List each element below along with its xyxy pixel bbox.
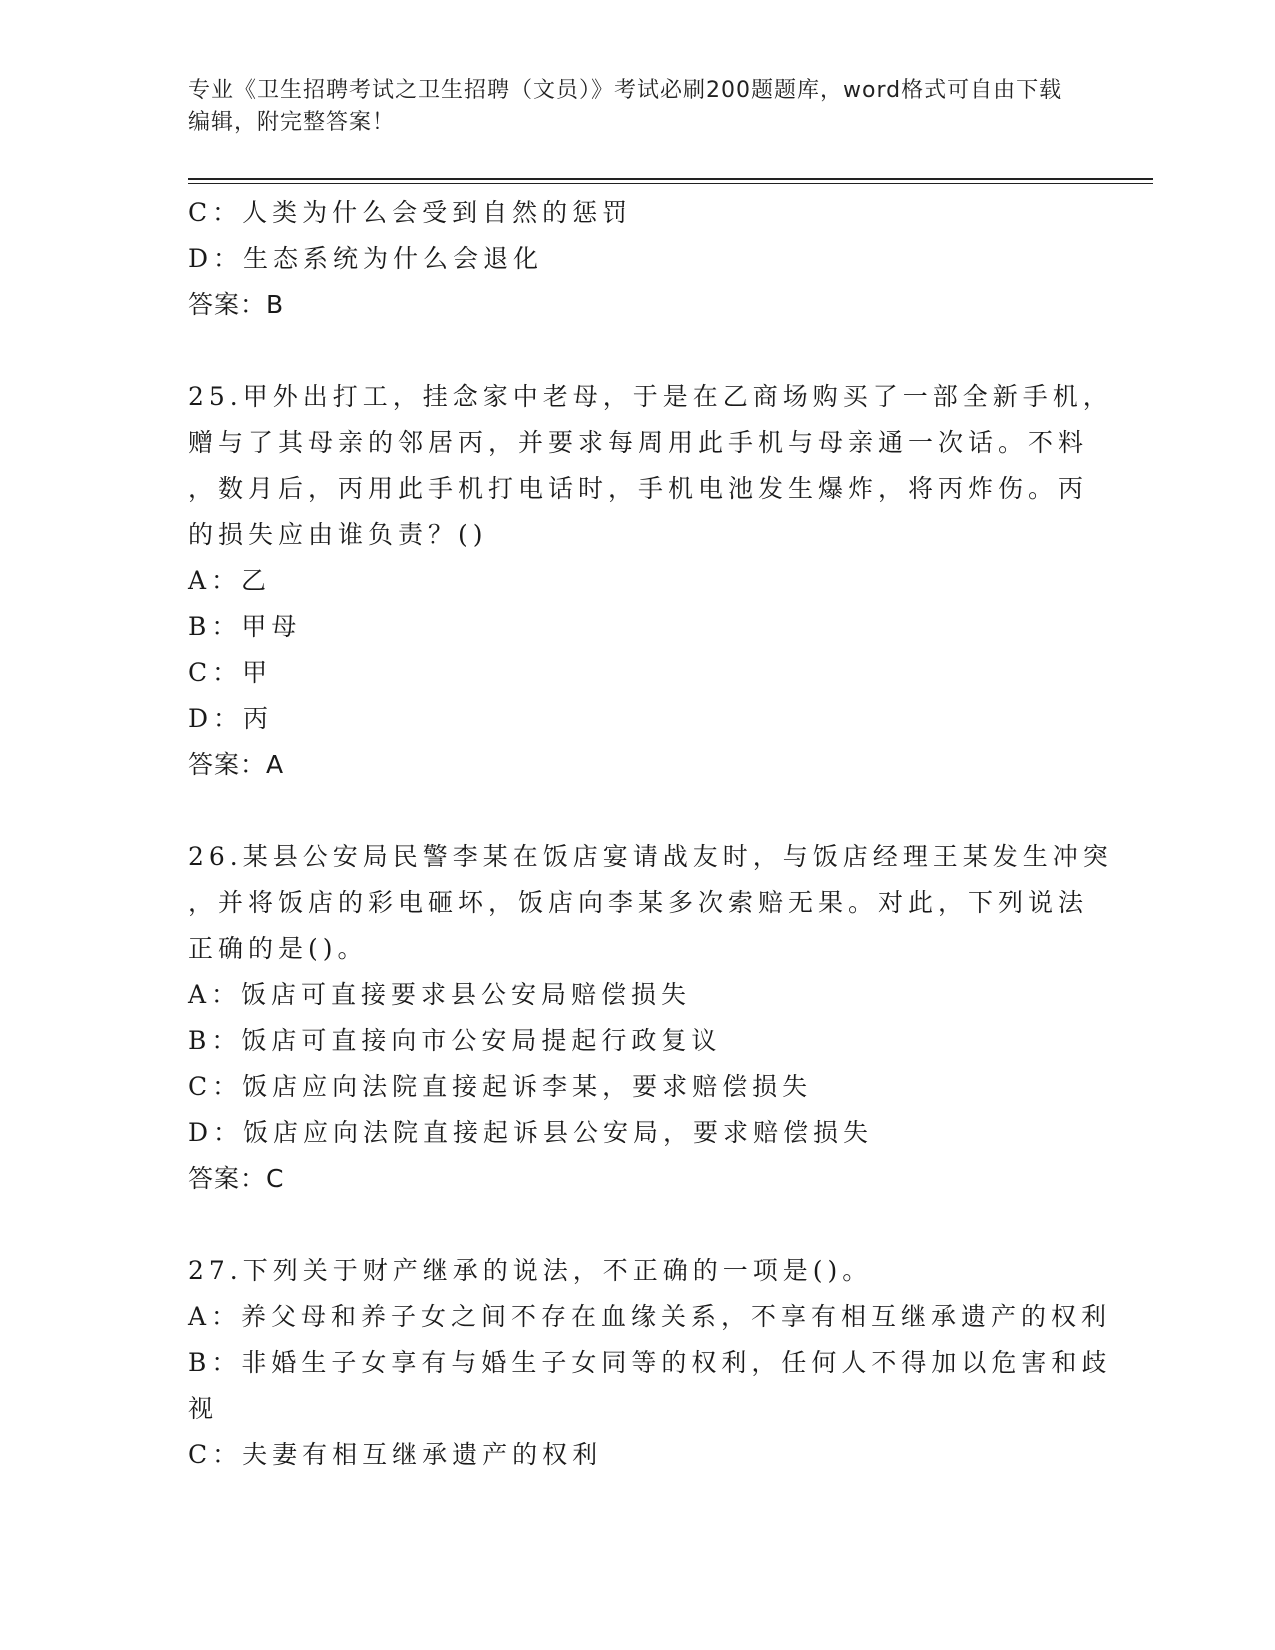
question-stem-line: 正确的是()。 bbox=[188, 934, 368, 963]
option-c: C：甲 bbox=[188, 658, 273, 687]
header-rule-thin bbox=[188, 183, 1153, 184]
question-stem-line: ，数月后，丙用此手机打电话时，手机电池发生爆炸，将丙炸伤。丙 bbox=[188, 474, 1089, 503]
question-stem-line: 赠与了其母亲的邻居丙，并要求每周用此手机与母亲通一次话。不料 bbox=[188, 428, 1089, 457]
option-b: B：非婚生子女享有与婚生子女同等的权利，任何人不得加以危害和歧 bbox=[188, 1348, 1112, 1377]
option-d: D：丙 bbox=[188, 704, 274, 733]
header-rule-thick bbox=[188, 178, 1153, 180]
question-stem-line: 26.某县公安局民警李某在饭店宴请战友时，与饭店经理王某发生冲突 bbox=[188, 842, 1113, 871]
question-25 bbox=[188, 374, 1113, 788]
option-c: C：夫妻有相互继承遗产的权利 bbox=[188, 1440, 603, 1469]
question-27 bbox=[188, 1248, 1112, 1478]
answer-line: 答案：C bbox=[188, 1164, 285, 1193]
option-c: C：人类为什么会受到自然的惩罚 bbox=[188, 198, 633, 227]
previous-question-tail bbox=[188, 190, 1088, 328]
option-a: A：饭店可直接要求县公安局赔偿损失 bbox=[188, 980, 692, 1009]
answer-line: 答案：A bbox=[188, 750, 285, 779]
option-a: A：养父母和养子女之间不存在血缘关系，不享有相互继承遗产的权利 bbox=[188, 1302, 1112, 1331]
document-header: 专业《卫生招聘考试之卫生招聘（文员）》考试必刷200题题库，word格式可自由下载编辑，附完整答案！ bbox=[188, 78, 1063, 135]
option-d: D：生态系统为什么会退化 bbox=[188, 244, 544, 273]
option-b: B：饭店可直接向市公安局提起行政复议 bbox=[188, 1026, 722, 1055]
question-26 bbox=[188, 834, 1113, 1202]
question-stem-line: 27.下列关于财产继承的说法，不正确的一项是()。 bbox=[188, 1256, 873, 1285]
option-c: C：饭店应向法院直接起诉李某，要求赔偿损失 bbox=[188, 1072, 813, 1101]
question-content bbox=[188, 190, 1113, 1478]
question-stem-line: 25.甲外出打工，挂念家中老母，于是在乙商场购买了一部全新手机， bbox=[188, 382, 1113, 411]
question-stem-line: ，并将饭店的彩电砸坏，饭店向李某多次索赔无果。对此，下列说法 bbox=[188, 888, 1089, 917]
option-d: D：饭店应向法院直接起诉县公安局，要求赔偿损失 bbox=[188, 1118, 874, 1147]
answer-line: 答案：B bbox=[188, 290, 285, 319]
option-b: B：甲母 bbox=[188, 612, 302, 641]
question-stem-line: 的损失应由谁负责？() bbox=[188, 520, 488, 549]
option-a: A：乙 bbox=[188, 566, 272, 595]
option-b-continued: 视 bbox=[188, 1394, 219, 1423]
